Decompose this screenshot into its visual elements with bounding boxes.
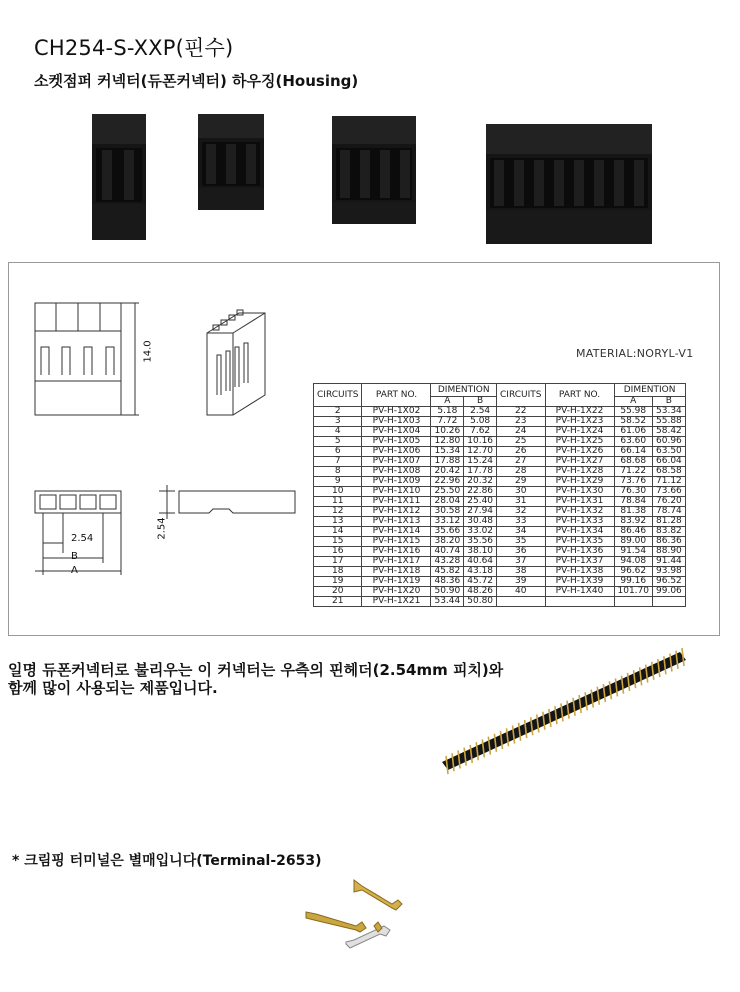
pin-header-photo [432, 640, 694, 784]
table-cell: 33.12 [431, 517, 464, 527]
table-cell: 40 [497, 587, 545, 597]
header-a-left: A [431, 397, 464, 407]
table-cell: 101.70 [614, 587, 653, 597]
pin-header-body [442, 652, 686, 770]
table-cell: 2 [314, 407, 362, 417]
table-cell: 23 [497, 417, 545, 427]
table-cell: 26 [497, 447, 545, 457]
table-cell: 29 [497, 477, 545, 487]
table-cell: 55.98 [614, 407, 653, 417]
pin-header-pin [513, 726, 515, 744]
table-cell: 99.06 [653, 587, 686, 597]
housing-3pin-photo [196, 112, 266, 212]
table-cell: 10.26 [431, 427, 464, 437]
header-circuits-right: CIRCUITS [497, 384, 545, 407]
table-cell: 14 [314, 527, 362, 537]
header-partno-left: PART NO. [362, 384, 431, 407]
table-row [314, 597, 686, 607]
table-cell: 20 [314, 587, 362, 597]
table-cell: 17.78 [464, 467, 497, 477]
table-cell: 91.44 [653, 557, 686, 567]
pin-header-pin [519, 723, 521, 741]
pin-header-pin [549, 709, 551, 727]
table-cell: 43.18 [464, 567, 497, 577]
dimension-14: 14.0 [142, 340, 154, 363]
table-cell: 28 [497, 467, 545, 477]
table-cell: PV-H-1X20 [362, 587, 431, 597]
header-b-right: B [653, 397, 686, 407]
table-cell: 33.02 [464, 527, 497, 537]
table-cell: PV-H-1X11 [362, 497, 431, 507]
table-cell: 63.50 [653, 447, 686, 457]
table-row [314, 577, 686, 587]
table-cell: PV-H-1X08 [362, 467, 431, 477]
table-cell: 94.08 [614, 557, 653, 567]
dimension-254-pitch: 2.54 [71, 533, 94, 544]
table-cell: 4 [314, 427, 362, 437]
crimp-terminal-photo [298, 872, 418, 972]
table-cell: 35.66 [431, 527, 464, 537]
pin-header-pin [591, 690, 593, 708]
table-cell: 88.90 [653, 547, 686, 557]
table-cell: 25.40 [464, 497, 497, 507]
table-cell: 50.80 [464, 597, 497, 607]
table-cell: 48.26 [464, 587, 497, 597]
table-row [314, 497, 686, 507]
table-cell: 28.04 [431, 497, 464, 507]
table-cell: 38 [497, 567, 545, 577]
table-cell: 68.68 [614, 457, 653, 467]
table-cell: 34 [497, 527, 545, 537]
table-cell: 2.54 [464, 407, 497, 417]
pin-header-pin [507, 728, 509, 746]
table-cell: PV-H-1X23 [545, 417, 614, 427]
table-cell: 60.96 [653, 437, 686, 447]
table-cell: 9 [314, 477, 362, 487]
table-cell: 76.20 [653, 497, 686, 507]
table-cell: PV-H-1X22 [545, 407, 614, 417]
table-cell: 12.70 [464, 447, 497, 457]
table-cell: 58.42 [653, 427, 686, 437]
table-cell: 81.38 [614, 507, 653, 517]
table-cell: 55.88 [653, 417, 686, 427]
table-cell: 30 [497, 487, 545, 497]
header-b-left: B [464, 397, 497, 407]
table-cell: 31 [497, 497, 545, 507]
table-row [314, 507, 686, 517]
table-row [314, 407, 686, 417]
table-cell: 15 [314, 537, 362, 547]
table-cell: PV-H-1X10 [362, 487, 431, 497]
table-cell: 48.36 [431, 577, 464, 587]
table-cell: 6 [314, 447, 362, 457]
table-cell: PV-H-1X21 [362, 597, 431, 607]
table-cell: 71.12 [653, 477, 686, 487]
table-cell: 58.52 [614, 417, 653, 427]
table-cell: PV-H-1X38 [545, 567, 614, 577]
table-cell: PV-H-1X25 [545, 437, 614, 447]
pin-header-pin [567, 701, 569, 719]
table-cell: 68.58 [653, 467, 686, 477]
table-row [314, 417, 686, 427]
table-cell: 66.14 [614, 447, 653, 457]
housing-2pin-photo [88, 112, 150, 244]
table-cell: 7 [314, 457, 362, 467]
header-circuits-left: CIRCUITS [314, 384, 362, 407]
table-cell: PV-H-1X28 [545, 467, 614, 477]
table-cell: 25.50 [431, 487, 464, 497]
table-cell: PV-H-1X33 [545, 517, 614, 527]
table-cell: 73.66 [653, 487, 686, 497]
table-cell: 66.04 [653, 457, 686, 467]
table-cell: PV-H-1X13 [362, 517, 431, 527]
header-partno-right: PART NO. [545, 384, 614, 407]
table-cell: PV-H-1X18 [362, 567, 431, 577]
table-cell: 21 [314, 597, 362, 607]
table-cell: PV-H-1X32 [545, 507, 614, 517]
table-cell: 27 [497, 457, 545, 467]
table-row [314, 447, 686, 457]
table-row [314, 427, 686, 437]
table-cell: 22.86 [464, 487, 497, 497]
table-row [314, 547, 686, 557]
table-cell: PV-H-1X39 [545, 577, 614, 587]
table-cell: 96.52 [653, 577, 686, 587]
table-row [314, 487, 686, 497]
pin-header-pin [476, 742, 478, 760]
table-cell: 18 [314, 567, 362, 577]
table-cell: 12 [314, 507, 362, 517]
table-cell: PV-H-1X29 [545, 477, 614, 487]
table-cell: 30.48 [464, 517, 497, 527]
table-cell: 86.36 [653, 537, 686, 547]
table-cell: PV-H-1X17 [362, 557, 431, 567]
page-title: CH254-S-XXP(핀수) [34, 36, 234, 60]
pin-header-pin [464, 748, 466, 766]
table-row [314, 557, 686, 567]
table-cell: 11 [314, 497, 362, 507]
table-cell: 40.64 [464, 557, 497, 567]
pin-header-pin [452, 753, 454, 771]
table-cell: 5.18 [431, 407, 464, 417]
header-a-right: A [614, 397, 653, 407]
pin-header-pin [531, 717, 533, 735]
table-cell: 50.90 [431, 587, 464, 597]
dimension-table [313, 383, 686, 607]
table-cell: 22 [497, 407, 545, 417]
table-cell: 96.62 [614, 567, 653, 577]
table-cell: 16 [314, 547, 362, 557]
table-cell: PV-H-1X03 [362, 417, 431, 427]
table-cell: 35.56 [464, 537, 497, 547]
pin-header-pin [573, 698, 575, 716]
table-row [314, 477, 686, 487]
pin-header-pin [458, 750, 460, 768]
table-cell: 43.28 [431, 557, 464, 567]
pin-header-pin [525, 720, 527, 738]
pin-header-pin [543, 712, 545, 730]
table-cell: PV-H-1X34 [545, 527, 614, 537]
table-cell: 15.34 [431, 447, 464, 457]
terminal-note: * 크림핑 터미널은 별매입니다(Terminal-2653) [12, 853, 322, 869]
table-cell: 38.20 [431, 537, 464, 547]
table-cell: 61.06 [614, 427, 653, 437]
table-cell [545, 597, 614, 607]
header-dimention-left: DIMENTION [431, 384, 497, 397]
table-cell: 12.80 [431, 437, 464, 447]
table-cell: 32 [497, 507, 545, 517]
table-row [314, 567, 686, 577]
table-cell: PV-H-1X07 [362, 457, 431, 467]
table-cell: PV-H-1X36 [545, 547, 614, 557]
table-cell: PV-H-1X30 [545, 487, 614, 497]
pin-header-pin [488, 737, 490, 755]
table-row [314, 527, 686, 537]
pin-header-pin [482, 739, 484, 757]
table-cell: 27.94 [464, 507, 497, 517]
table-cell: PV-H-1X12 [362, 507, 431, 517]
table-cell: 3 [314, 417, 362, 427]
table-cell: PV-H-1X27 [545, 457, 614, 467]
table-cell: 13 [314, 517, 362, 527]
table-cell: PV-H-1X09 [362, 477, 431, 487]
pin-header-pin [446, 756, 448, 774]
table-cell: PV-H-1X06 [362, 447, 431, 457]
description-line-1: 일명 듀폰커넥터로 불리우는 이 커넥터는 우측의 핀헤더(2.54mm 피치)와 [8, 661, 504, 679]
pin-header-pin [585, 692, 587, 710]
table-cell: PV-H-1X24 [545, 427, 614, 437]
pin-header-pin [682, 648, 684, 666]
housing-4pin-photo [330, 114, 418, 226]
table-cell: 37 [497, 557, 545, 567]
table-cell: 20.42 [431, 467, 464, 477]
dimension-table-body [314, 407, 686, 607]
table-cell: 7.72 [431, 417, 464, 427]
table-cell: 39 [497, 577, 545, 587]
table-cell: PV-H-1X14 [362, 527, 431, 537]
table-cell: 19 [314, 577, 362, 587]
table-cell: 15.24 [464, 457, 497, 467]
table-cell: 17 [314, 557, 362, 567]
table-cell: PV-H-1X19 [362, 577, 431, 587]
housing-8pin-photo [484, 122, 654, 246]
table-cell: 20.32 [464, 477, 497, 487]
table-cell: 17.88 [431, 457, 464, 467]
table-cell: 63.60 [614, 437, 653, 447]
pin-header-pin [470, 745, 472, 763]
table-cell: 45.82 [431, 567, 464, 577]
table-cell: 78.84 [614, 497, 653, 507]
table-cell: 73.76 [614, 477, 653, 487]
table-cell: PV-H-1X31 [545, 497, 614, 507]
table-cell: PV-H-1X05 [362, 437, 431, 447]
table-cell [653, 597, 686, 607]
table-cell [614, 597, 653, 607]
table-cell: PV-H-1X02 [362, 407, 431, 417]
dimension-b: B [71, 551, 78, 562]
table-cell: 30.58 [431, 507, 464, 517]
table-cell: 78.74 [653, 507, 686, 517]
table-cell: 53.44 [431, 597, 464, 607]
table-cell: 33 [497, 517, 545, 527]
table-cell: 81.28 [653, 517, 686, 527]
table-cell: 99.16 [614, 577, 653, 587]
table-cell: 36 [497, 547, 545, 557]
table-cell: PV-H-1X16 [362, 547, 431, 557]
table-cell: 89.00 [614, 537, 653, 547]
pin-header-pin [561, 703, 563, 721]
dimension-254-side: 2.54 [156, 517, 168, 540]
table-cell: 5 [314, 437, 362, 447]
table-cell: 24 [497, 427, 545, 437]
table-cell: PV-H-1X15 [362, 537, 431, 547]
table-row [314, 537, 686, 547]
pin-header-pin [555, 706, 557, 724]
table-cell: 91.54 [614, 547, 653, 557]
table-row [314, 517, 686, 527]
table-cell: 10.16 [464, 437, 497, 447]
table-cell: PV-H-1X35 [545, 537, 614, 547]
material-label: MATERIAL:NORYL-V1 [576, 347, 694, 360]
table-cell: 76.30 [614, 487, 653, 497]
table-cell: 93.98 [653, 567, 686, 577]
table-cell: 40.74 [431, 547, 464, 557]
table-cell: 71.22 [614, 467, 653, 477]
page-subtitle: 소켓점퍼 커넥터(듀폰커넥터) 하우징(Housing) [34, 72, 359, 90]
table-cell: 25 [497, 437, 545, 447]
pin-header-pin [579, 695, 581, 713]
table-cell: PV-H-1X37 [545, 557, 614, 567]
table-cell: 45.72 [464, 577, 497, 587]
table-cell: 38.10 [464, 547, 497, 557]
table-row [314, 467, 686, 477]
table-cell: 22.96 [431, 477, 464, 487]
pin-header-pin [537, 714, 539, 732]
table-cell: PV-H-1X04 [362, 427, 431, 437]
table-cell: 7.62 [464, 427, 497, 437]
dimension-a: A [71, 565, 78, 576]
table-cell: 83.92 [614, 517, 653, 527]
table-cell: 53.34 [653, 407, 686, 417]
table-cell: 35 [497, 537, 545, 547]
table-row [314, 457, 686, 467]
table-cell: 86.46 [614, 527, 653, 537]
header-dimention-right: DIMENTION [614, 384, 685, 397]
pin-header-pin [500, 731, 502, 749]
table-cell: PV-H-1X40 [545, 587, 614, 597]
table-row [314, 587, 686, 597]
table-cell: PV-H-1X26 [545, 447, 614, 457]
table-row [314, 437, 686, 447]
table-cell: 8 [314, 467, 362, 477]
description-line-2: 함께 많이 사용되는 제품입니다. [8, 679, 218, 697]
table-cell: 83.82 [653, 527, 686, 537]
pin-header-pin [494, 734, 496, 752]
table-cell: 10 [314, 487, 362, 497]
table-cell [497, 597, 545, 607]
table-cell: 5.08 [464, 417, 497, 427]
